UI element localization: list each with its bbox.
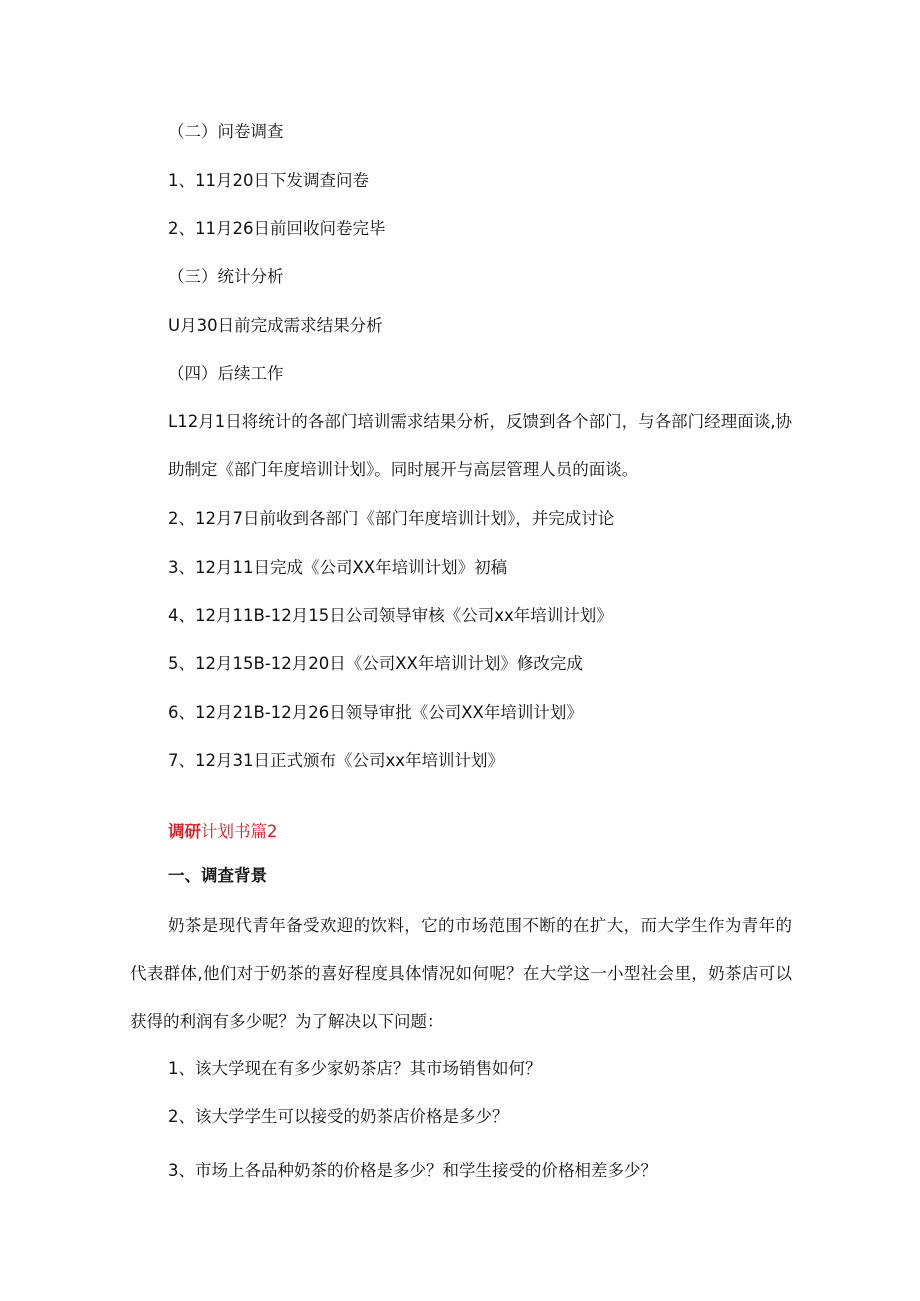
survey-item-1: 1、11月20日下发调查问卷	[168, 171, 369, 190]
survey-heading: （二）问卷调查	[168, 122, 284, 141]
followup-item-4: 4、12月11B-12月15日公司领导审核《公司xx年培训计划》	[168, 606, 613, 625]
analysis-item: U月30日前完成需求结果分析	[168, 316, 383, 335]
section-title-bold: 调研	[168, 822, 201, 841]
followup-heading: （四）后续工作	[168, 364, 284, 383]
section-title	[168, 821, 278, 843]
followup-item-3: 3、12月11日完成《公司XX年培训计划》初稿	[168, 558, 508, 577]
followup-item-5: 5、12月15B-12月20日《公司XX年培训计划》修改完成	[168, 654, 583, 673]
followup-item-2: 2、12月7日前收到各部门《部门年度培训计划》，并完成讨论	[168, 509, 615, 528]
section-subheading: 一、调查背景	[168, 866, 267, 885]
followup-item-1: L12月1日将统计的各部门培训需求结果分析，反馈到各个部门，与各部门经理面谈,协助制定《部门年度培训计划》。同时展开与高层管理人员的面谈。	[168, 412, 792, 479]
question-3: 3、市场上各品种奶茶的价格是多少？和学生接受的价格相差多少？	[168, 1161, 657, 1180]
analysis-heading: （三）统计分析	[168, 267, 284, 286]
background-paragraph: 奶茶是现代青年备受欢迎的饮料，它的市场范围不断的在扩大，而大学生作为青年的代表群体,他们对于奶茶的喜好程度具体情况如何呢？在大学这一小型社会里，奶茶店可以获得的利润有多少呢？为了解决以下问题：	[130, 916, 792, 1031]
survey-item-2: 2、11月26日前回收问卷完毕	[168, 219, 386, 238]
section-title-rest: 计划书篇2	[201, 822, 278, 841]
followup-item-7: 7、12月31日正式颁布《公司xx年培训计划》	[168, 751, 505, 770]
question-2: 2、该大学学生可以接受的奶茶店价格是多少？	[168, 1107, 509, 1126]
question-1: 1、该大学现在有多少家奶茶店？其市场销售如何？	[168, 1059, 542, 1078]
followup-item-6: 6、12月21B-12月26日领导审批《公司XX年培训计划》	[168, 703, 583, 722]
